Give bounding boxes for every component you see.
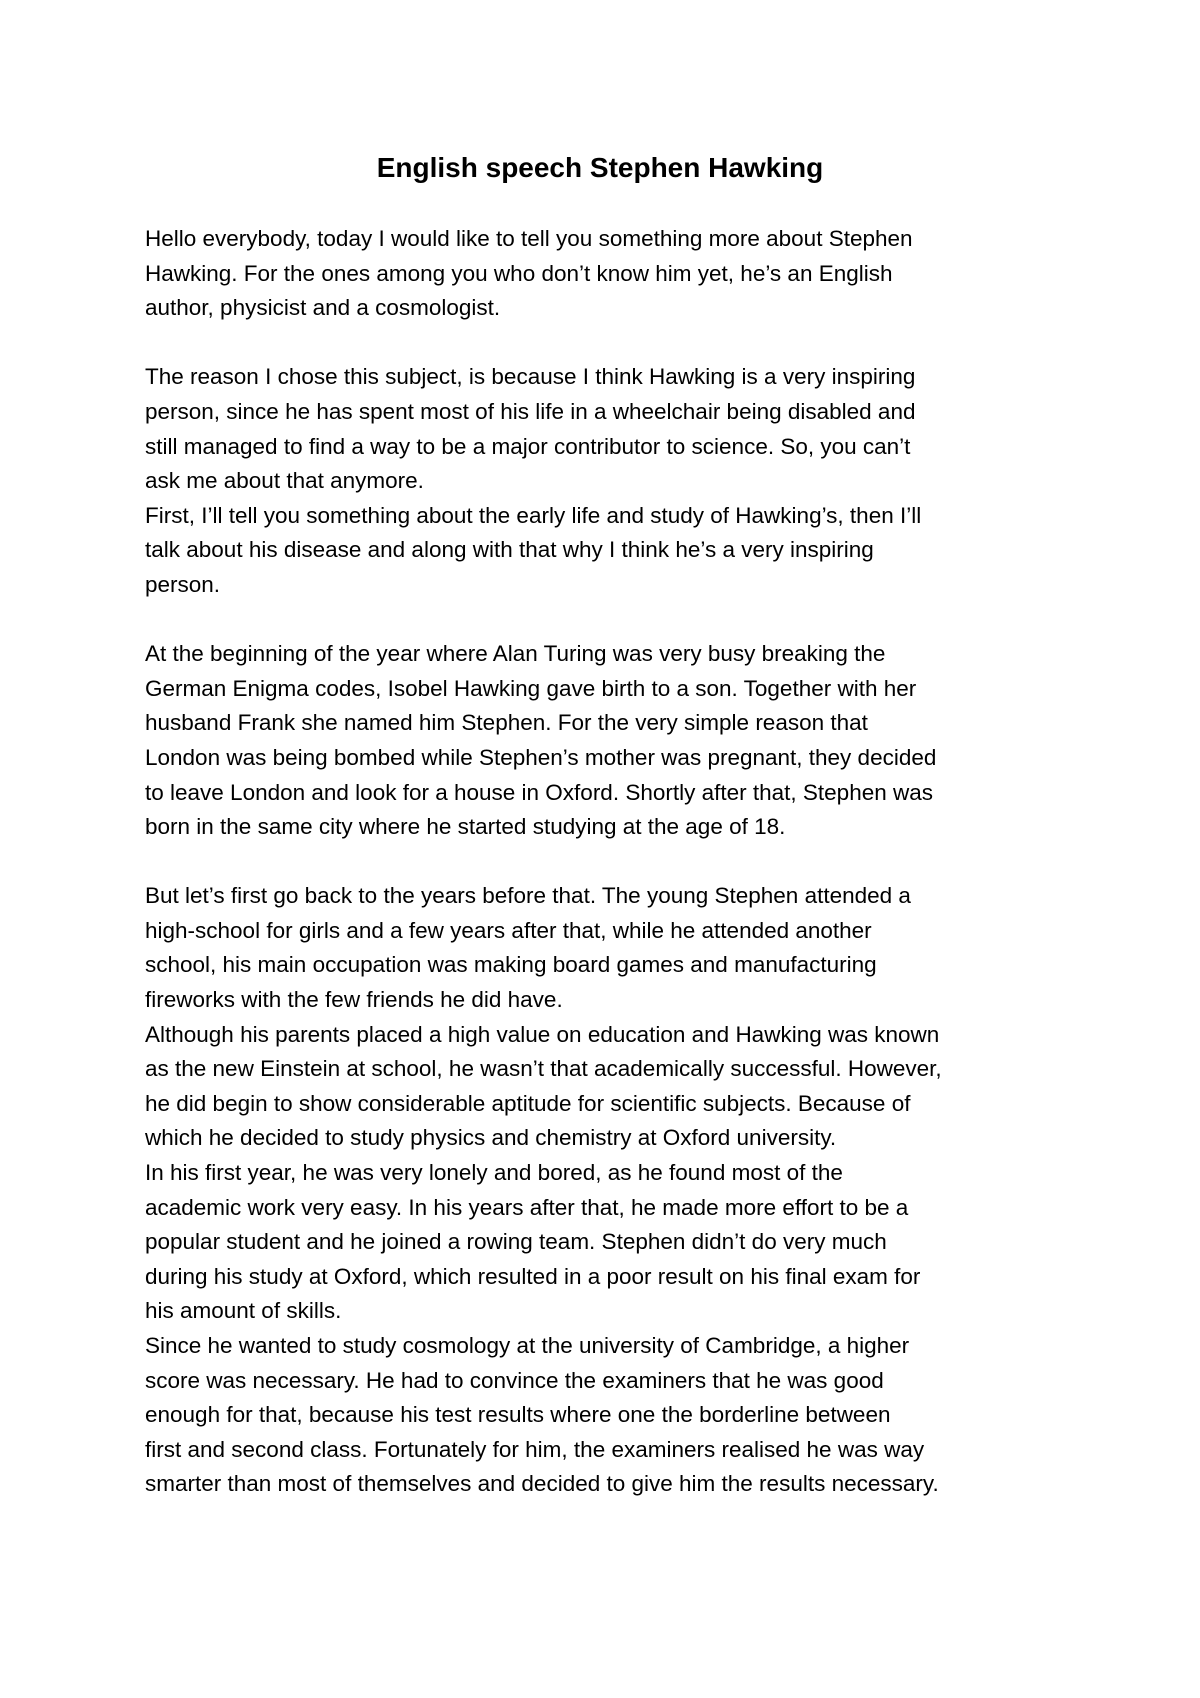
text-line: First, I’ll tell you something about the early life and study of Hawking’s, then I’ll <box>145 502 922 528</box>
text-line: score was necessary. He had to convince the examiners that he was good <box>145 1367 884 1393</box>
text-line: But let’s first go back to the years before that. The young Stephen attended a <box>145 883 911 909</box>
text-line: to leave London and look for a house in Oxford. Shortly after that, Stephen was <box>145 779 933 805</box>
paragraph-spacer <box>145 326 1085 361</box>
text-line: smarter than most of themselves and decided to give him the results necessary. <box>145 1471 939 1497</box>
text-line: popular student and he joined a rowing team. Stephen didn’t do very much <box>145 1229 887 1255</box>
text-line: Since he wanted to study cosmology at the university of Cambridge, a higher <box>145 1333 910 1358</box>
paragraph-spacer <box>145 845 1085 880</box>
text-line: In his first year, he was very lonely and bored, as he found most of the <box>145 1160 843 1186</box>
text-line: husband Frank she named him Stephen. For the very simple reason that <box>145 710 868 736</box>
text-line: The reason I chose this subject, is because I think Hawking is a very inspiring <box>145 364 916 390</box>
text-line: talk about his disease and along with that why I think he’s a very inspiring <box>145 537 874 563</box>
text-line: Although his parents placed a high value on education and Hawking was known <box>145 1021 940 1047</box>
text-line: person, since he has spent most of his life in a wheelchair being disabled and <box>145 398 916 424</box>
text-line: London was being bombed while Stephen’s mother was pregnant, they decided <box>145 744 937 770</box>
text-line: high-school for girls and a few years after that, while he attended another <box>145 917 872 943</box>
document-title: English speech Stephen Hawking <box>376 152 824 183</box>
text-line: his amount of skills. <box>145 1298 342 1324</box>
text-line: first and second class. Fortunately for him, the examiners realised he was way <box>145 1436 925 1462</box>
paragraph-spacer <box>145 603 1085 638</box>
text-line: as the new Einstein at school, he wasn’t that academically successful. However, <box>145 1056 942 1082</box>
text-line: ask me about that anymore. <box>145 468 424 494</box>
text-line: Hawking. For the ones among you who don’t know him yet, he’s an English <box>145 260 893 286</box>
text-line: born in the same city where he started studying at the age of 18. <box>145 814 786 840</box>
text-line: person. <box>145 571 221 597</box>
text-line: fireworks with the few friends he did have. <box>145 987 563 1013</box>
text-line: At the beginning of the year where Alan Turing was very busy breaking the <box>145 641 886 667</box>
text-line: enough for that, because his test results where one the borderline between <box>145 1402 891 1428</box>
text-line: still managed to find a way to be a major contributor to science. So, you can’t <box>145 433 911 459</box>
text-line: school, his main occupation was making board games and manufacturing <box>145 952 877 978</box>
text-line: Hello everybody, today I would like to tell you something more about Stephen <box>145 226 913 251</box>
document-body <box>145 222 1085 1502</box>
text-line: German Enigma codes, Isobel Hawking gave birth to a son. Together with her <box>145 675 917 701</box>
text-line: he did begin to show considerable aptitude for scientific subjects. Because of <box>145 1090 911 1116</box>
text-line: during his study at Oxford, which resulted in a poor result on his final exam for <box>145 1263 921 1289</box>
text-line: academic work very easy. In his years after that, he made more effort to be a <box>145 1194 909 1220</box>
text-line: author, physicist and a cosmologist. <box>145 295 501 321</box>
text-line: which he decided to study physics and chemistry at Oxford university. <box>145 1125 837 1151</box>
